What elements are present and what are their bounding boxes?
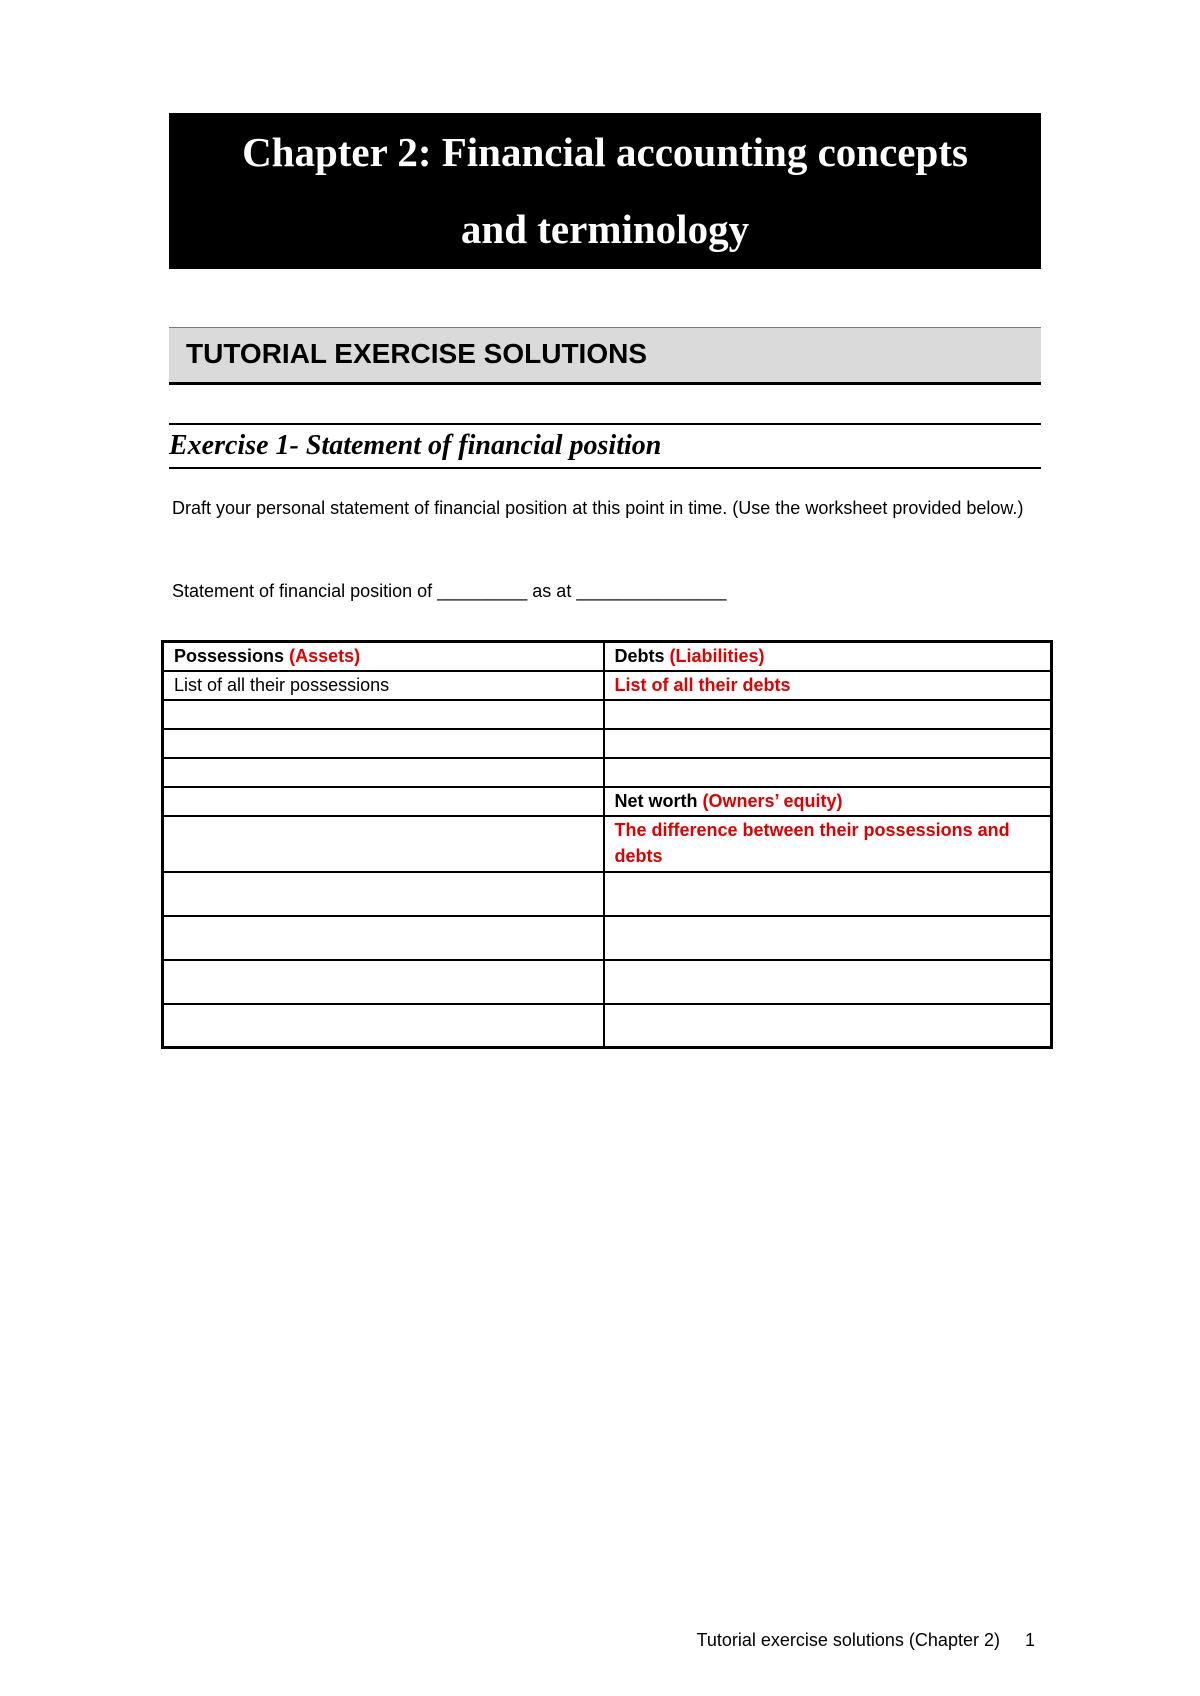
chapter-title-banner: [169, 113, 1041, 269]
debts-header-cell: [604, 642, 1052, 671]
page-number: 1: [1024, 1630, 1035, 1650]
debts-label: Debts: [614, 646, 665, 666]
debts-entry-cell: [604, 700, 1052, 729]
possessions-entry-cell: [163, 700, 604, 729]
possessions-entry-cell: [163, 816, 604, 872]
net-worth-note-cell: [604, 816, 1052, 872]
possessions-entry-cell: [163, 872, 604, 916]
chapter-title-line-2: and terminology: [460, 206, 750, 252]
table-row: [163, 729, 1052, 758]
footer-text: Tutorial exercise solutions (Chapter 2): [696, 1630, 1000, 1650]
net-worth-entry-cell: [604, 872, 1052, 916]
table-row: [163, 1004, 1052, 1048]
possessions-entry-cell: [163, 1004, 604, 1048]
possessions-entry-cell: [163, 758, 604, 787]
net-worth-header-cell: [604, 787, 1052, 816]
table-row: [163, 671, 1052, 700]
statement-middle: as at: [532, 581, 572, 601]
possessions-label: Possessions: [174, 646, 285, 666]
net-worth-label: Net worth: [614, 790, 698, 811]
debts-answer: (Liabilities): [669, 646, 765, 666]
debts-note-cell: [604, 671, 1052, 700]
table-row: [163, 642, 1052, 671]
table-row: [163, 758, 1052, 787]
exercise-heading: Exercise 1- Statement of financial position: [169, 423, 1041, 469]
debts-entry-cell: [604, 729, 1052, 758]
financial-position-worksheet: [161, 640, 1053, 1049]
debts-entry-cell: [604, 758, 1052, 787]
table-row: [163, 787, 1052, 816]
possessions-note-cell: [163, 671, 604, 700]
table-row: [163, 872, 1052, 916]
net-worth-entry-cell: [604, 1004, 1052, 1048]
possessions-note: List of all their possessions: [174, 674, 390, 695]
net-worth-answer: (Owners’ equity): [702, 790, 843, 811]
section-heading: TUTORIAL EXERCISE SOLUTIONS: [169, 327, 1041, 385]
table-row: [163, 960, 1052, 1004]
table-row: [163, 700, 1052, 729]
possessions-answer: (Assets): [289, 646, 361, 666]
statement-title-line: [172, 577, 727, 605]
page-footer: [697, 1626, 1036, 1654]
net-worth-entry-cell: [604, 916, 1052, 960]
net-worth-note: The difference between their possessions and debts: [614, 819, 1010, 866]
net-worth-entry-cell: [604, 960, 1052, 1004]
table-row: [163, 916, 1052, 960]
possessions-entry-cell: [163, 960, 604, 1004]
statement-name-blank: _________: [437, 581, 528, 601]
statement-prefix: Statement of financial position of: [172, 581, 433, 601]
exercise-instructions: Draft your personal statement of financial position at this point in time. (Use the worksheet provided below.): [172, 498, 1024, 518]
statement-date-blank: _______________: [576, 581, 727, 601]
possessions-entry-cell: [163, 916, 604, 960]
debts-note: List of all their debts: [614, 674, 791, 695]
possessions-entry-cell: [163, 787, 604, 816]
possessions-entry-cell: [163, 729, 604, 758]
table-row: [163, 816, 1052, 872]
chapter-title-line-1: Chapter 2: Financial accounting concepts: [242, 129, 968, 175]
possessions-header-cell: [163, 642, 604, 671]
